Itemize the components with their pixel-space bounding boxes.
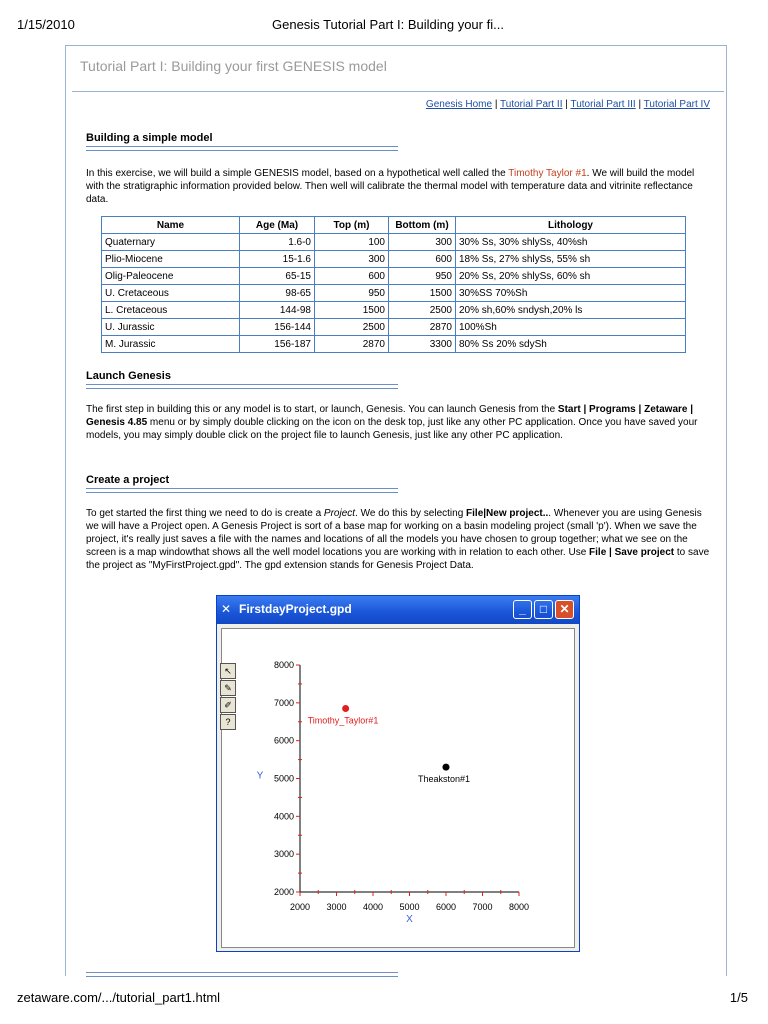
cell-lithology: 80% Ss 20% sdySh (456, 336, 686, 353)
project-window (216, 595, 580, 952)
cell-name: L. Cretaceous (102, 302, 240, 319)
nav-link-genesis-home[interactable]: Genesis Home (425, 99, 493, 110)
table-body (102, 234, 686, 353)
table-header-row (102, 217, 686, 234)
cell-top: 1500 (315, 302, 389, 319)
print-footer (0, 984, 768, 1024)
y-axis-label: Y (256, 770, 264, 782)
cell-age: 98-65 (240, 285, 315, 302)
title-divider (72, 91, 724, 92)
cell-name: M. Jurassic (102, 336, 240, 353)
text: to save the project as "MyFirstProject.gpd". The gpd extension stands for Genesis Project Data. (86, 547, 710, 571)
well-point (342, 705, 349, 712)
print-header (0, 0, 768, 40)
cell-age: 65-15 (240, 268, 315, 285)
cell-lithology: 18% Ss, 27% shlySs, 55% sh (456, 251, 686, 268)
text: . We will build the model with the stratigraphic information provided below. Then well will calibrate the thermal model with temperature data and vitrinite reflectance data. (86, 168, 695, 205)
x-axis-label: X (406, 914, 413, 925)
nav-link-part3[interactable]: Tutorial Part III (570, 99, 636, 110)
section-heading-text: Launch Genesis (86, 370, 171, 382)
cell-top: 300 (315, 251, 389, 268)
table-row (102, 268, 686, 285)
text: To get started the first thing we need to do is create a (86, 508, 324, 519)
cell-name: Olig-Paleocene (102, 268, 240, 285)
cell-bottom: 3300 (389, 336, 456, 353)
cell-top: 2500 (315, 319, 389, 336)
app-icon: ✕ (221, 602, 232, 616)
nav-sep: | (492, 99, 501, 110)
table-row (102, 251, 686, 268)
text: . Whenever you are using Genesis we will have a Project open. A Genesis Project is sort of a base map for working on a basin modeling project (small 'p'). When we save the project, it's really just saves a file with the names and locations of all the models you have chosen to group together; what we see on the screen is a map windowthat shows all the well model locations you are working with in relation to each other. Use (86, 508, 702, 558)
y-tick-label: 4000 (273, 811, 294, 822)
cell-top: 2870 (315, 336, 389, 353)
print-url: zetaware.com/.../tutorial_part1.html (17, 990, 221, 1005)
print-title: Genesis Tutorial Part I: Building your fi... (272, 17, 504, 32)
cell-lithology: 100%Sh (456, 319, 686, 336)
cell-age: 144-98 (240, 302, 315, 319)
cell-age: 15-1.6 (240, 251, 315, 268)
cell-bottom: 2500 (389, 302, 456, 319)
project-term: Project (323, 508, 356, 519)
help-tool-icon[interactable]: ? (220, 714, 236, 730)
x-tick-label: 4000 (362, 902, 384, 912)
cell-name: Quaternary (102, 234, 240, 251)
nav-link-part4[interactable]: Tutorial Part IV (643, 99, 710, 110)
table-row (102, 302, 686, 319)
well-label: Theakston#1 (418, 774, 471, 785)
col-header-top: Top (m) (315, 217, 389, 234)
cell-top: 950 (315, 285, 389, 302)
nav-sep: | (562, 99, 571, 110)
col-header-name: Name (102, 217, 240, 234)
cell-top: 600 (315, 268, 389, 285)
menu-path: File | Save project (589, 547, 675, 558)
text: In this exercise, we will build a simple GENESIS model, based on a hypothetical well called the (86, 168, 509, 179)
cell-lithology: 30% Ss, 30% shlySs, 40%sh (456, 234, 686, 251)
section-heading-text: Create a project (86, 474, 170, 486)
text: . We do this by selecting (355, 508, 467, 519)
text: menu or by simply double clicking on the icon on the desk top, just like any other PC application. Once you have saved your models, you may simply double click on the project file to launch Genesis, just like any other PC application. (86, 417, 698, 441)
section-heading-text: Building a simple model (86, 132, 213, 144)
section-underline (86, 146, 398, 151)
cell-name: U. Cretaceous (102, 285, 240, 302)
close-icon[interactable]: ✕ (555, 600, 574, 619)
cell-top: 100 (315, 234, 389, 251)
stratigraphy-table (101, 216, 686, 353)
cell-bottom: 300 (389, 234, 456, 251)
text: The first step in building this or any model is to start, or launch, Genesis. You can launch Genesis from the (86, 404, 558, 415)
well-point (443, 764, 450, 771)
x-tick-label: 7000 (472, 902, 493, 912)
minimize-icon[interactable]: _ (513, 600, 532, 619)
table-row (102, 319, 686, 336)
x-tick-label: 3000 (326, 902, 347, 912)
cell-lithology: 20% Ss, 20% shlySs, 60% sh (456, 268, 686, 285)
x-tick-label: 6000 (435, 902, 457, 912)
y-tick-label: 7000 (273, 697, 294, 708)
top-nav (426, 99, 710, 110)
print-page-number: 1/5 (729, 990, 748, 1005)
cell-name: U. Jurassic (102, 319, 240, 336)
map-canvas[interactable] (221, 628, 575, 948)
cell-age: 156-144 (240, 319, 315, 336)
x-tick-label: 5000 (399, 902, 420, 912)
map-toolbar (220, 663, 236, 731)
y-tick-label: 6000 (273, 735, 294, 746)
page-title: Tutorial Part I: Building your first GENESIS model (80, 58, 387, 74)
cell-bottom: 1500 (389, 285, 456, 302)
col-header-age: Age (Ma) (240, 217, 315, 234)
menu-path: Start | Programs | Zetaware | Genesis 4.85 (86, 404, 694, 428)
window-title: FirstdayProject.gpd (239, 602, 352, 616)
well-label: Timothy_Taylor#1 (307, 715, 379, 726)
table-row (102, 336, 686, 353)
maximize-icon[interactable]: □ (534, 600, 553, 619)
table-row (102, 285, 686, 302)
cell-age: 156-187 (240, 336, 315, 353)
y-tick-label: 5000 (273, 773, 294, 784)
cell-bottom: 600 (389, 251, 456, 268)
section-underline (86, 384, 398, 389)
launch-paragraph (86, 403, 710, 442)
intro-paragraph (86, 167, 710, 206)
col-header-bottom: Bottom (m) (389, 217, 456, 234)
print-date: 1/15/2010 (17, 17, 75, 32)
window-titlebar[interactable] (217, 596, 579, 624)
edit-tool-icon[interactable]: ✐ (220, 697, 236, 713)
col-header-lithology: Lithology (456, 217, 686, 234)
x-tick-label: 2000 (289, 902, 311, 912)
section-heading-project (86, 474, 169, 486)
section-heading-building (86, 132, 213, 144)
section-heading-launch (86, 370, 171, 382)
y-tick-label: 3000 (273, 849, 294, 860)
section-underline (86, 972, 398, 977)
section-underline (86, 488, 398, 493)
menu-path: File|New project.. (466, 508, 549, 519)
arrow-tool-icon[interactable]: ↖ (220, 663, 236, 679)
y-tick-label: 2000 (273, 887, 294, 897)
cell-bottom: 2870 (389, 319, 456, 336)
x-tick-label: 8000 (508, 902, 530, 912)
project-paragraph (86, 507, 710, 572)
cell-age: 1.6-0 (240, 234, 315, 251)
nav-link-part2[interactable]: Tutorial Part II (500, 99, 563, 110)
well-name: Timothy Taylor #1 (508, 168, 587, 179)
cell-lithology: 30%SS 70%Sh (456, 285, 686, 302)
table-row (102, 234, 686, 251)
nav-sep: | (635, 99, 644, 110)
cell-bottom: 950 (389, 268, 456, 285)
y-tick-label: 8000 (273, 660, 294, 670)
well-location-chart[interactable] (222, 629, 574, 947)
pencil-tool-icon[interactable]: ✎ (220, 680, 236, 696)
cell-lithology: 20% sh,60% sndysh,20% ls (456, 302, 686, 319)
cell-name: Plio-Miocene (102, 251, 240, 268)
